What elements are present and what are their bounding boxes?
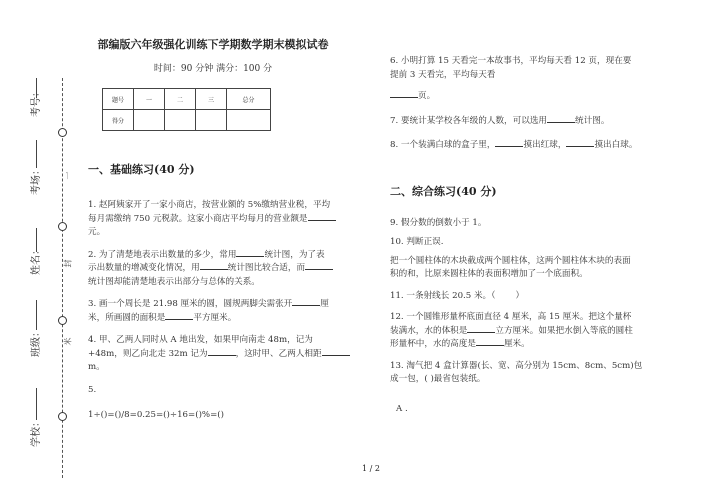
page-title: 部编版六年级强化训练下学期数学期末模拟试卷	[97, 38, 329, 51]
table-header-cell: 题号	[103, 89, 134, 110]
answer-blank[interactable]	[308, 213, 336, 221]
question-3: 3. 画一个周长是 21.98 厘米的圆，圆规两脚尖需张开 厘 米，所画圆的面积是 平方厘米。	[88, 299, 329, 323]
question-7: 7. 要统计某学校各年级的人数，可以选用 统计图。	[390, 115, 610, 126]
label-name: 姓名：	[31, 245, 42, 275]
right-column	[390, 55, 690, 416]
school-blank[interactable]	[36, 388, 37, 420]
binding-mark: 一	[63, 171, 73, 180]
binding-mark: 米	[63, 337, 73, 346]
score-cell[interactable]	[165, 110, 196, 131]
label-class: 班级：	[31, 327, 42, 357]
punch-hole	[58, 128, 67, 137]
table-header-cell: 三	[196, 89, 227, 110]
answer-blank[interactable]	[236, 249, 264, 257]
table-header-cell: 一	[134, 89, 165, 110]
question-1: 1. 赵阿姨家开了一家小商店，按营业额的 5%缴纳营业税，平均 每月需缴纳 750 元税款。这家小商店平均每月的营业额是 元。	[88, 199, 358, 240]
page-number: 1 / 2	[362, 464, 380, 473]
score-cell[interactable]	[134, 110, 165, 131]
score-table	[102, 88, 271, 131]
answer-blank[interactable]	[390, 90, 418, 98]
answer-blank[interactable]	[476, 338, 504, 346]
question-4: 4. 甲、乙两人同时从 A 地出发，如果甲向南走 48m，记为 +48m，则乙向北走 32m 记为 ，这时甲、乙两人相距 m。	[88, 334, 358, 375]
exam-room-blank[interactable]	[36, 140, 37, 168]
question-9: 9. 假分数的倒数小于 1。	[390, 217, 487, 228]
table-header-cell: 总分	[227, 89, 271, 110]
fraction-expression[interactable]: 1÷()=()/8=0.25=()÷16=()%=()	[88, 410, 224, 420]
answer-blank[interactable]	[292, 298, 320, 306]
left-column	[88, 36, 358, 423]
table-row	[103, 89, 271, 110]
punch-hole	[58, 412, 67, 421]
label-exam-room: 考场：	[31, 165, 42, 195]
binding-mark: 封	[63, 259, 73, 268]
table-row	[103, 110, 271, 131]
answer-option[interactable]: A .	[396, 403, 408, 414]
exam-info: 时间：90 分钟 满分：100 分	[153, 64, 273, 74]
answer-blank[interactable]	[322, 348, 350, 356]
question-2: 2. 为了清楚地表示出数量的多少，常用 统计图，为了表 示出数量的增减变化情况，用 统计图比较合适，而 统计图却能清楚地表示出部分与总体的关系。	[88, 249, 358, 290]
exam-no-blank[interactable]	[36, 78, 37, 98]
score-cell[interactable]	[227, 110, 271, 131]
answer-blank[interactable]	[200, 262, 228, 270]
binding-strip	[0, 0, 80, 500]
question-10: 10. 判断正误. 把一个圆柱体的木块截成两个圆柱体，这两个圆柱体木块的表面 积的和，比原来圆柱体的表面积增加了一个底面积。	[390, 237, 631, 279]
question-12: 12. 一个圆锥形量杯底面直径 4 厘米，高 15 厘米。把这个量杯 装满水，水的体积是 立方厘米。如果把水倒入等底的圆柱 形量杯中，水的高度是 厘米。	[390, 312, 633, 349]
punch-hole	[58, 222, 67, 231]
question-13: 13. 淘气把 4 盒计算器(长、宽、高分别为 15cm、8cm、5cm)包 成一包，( )最省包装纸。 A .	[390, 360, 690, 417]
answer-blank[interactable]	[165, 312, 193, 320]
table-header-cell: 二	[165, 89, 196, 110]
question-6: 6. 小明打算 15 天看完一本故事书，平均每天看 12 页，现在要 提前 3 天看完，平均每天看 页。	[390, 56, 632, 101]
answer-blank[interactable]	[495, 139, 523, 147]
answer-blank[interactable]	[566, 139, 594, 147]
answer-blank[interactable]	[547, 115, 575, 123]
score-cell[interactable]	[196, 110, 227, 131]
class-blank[interactable]	[36, 300, 37, 330]
section-heading: 二、综合练习(40 分)	[390, 184, 497, 198]
answer-blank[interactable]	[495, 290, 515, 298]
question-8: 8. 一个装满白球的盒子里， 摸出红球， 摸出白球。	[390, 140, 638, 150]
label-school: 学校：	[31, 417, 42, 447]
answer-blank[interactable]	[208, 348, 236, 356]
answer-blank[interactable]	[305, 262, 333, 270]
label-exam-no: 考号：	[31, 87, 42, 117]
name-blank[interactable]	[36, 228, 37, 252]
answer-blank[interactable]	[467, 325, 495, 333]
punch-hole	[58, 316, 67, 325]
section-heading: 一、基础练习(40 分)	[88, 163, 195, 176]
question-5: 5. 1÷()=()/8=0.25=()÷16=()%=()	[88, 384, 358, 423]
question-11: 11. 一条射线长 20.5 米。（ ）	[390, 290, 525, 301]
table-row-label: 得分	[103, 110, 134, 131]
